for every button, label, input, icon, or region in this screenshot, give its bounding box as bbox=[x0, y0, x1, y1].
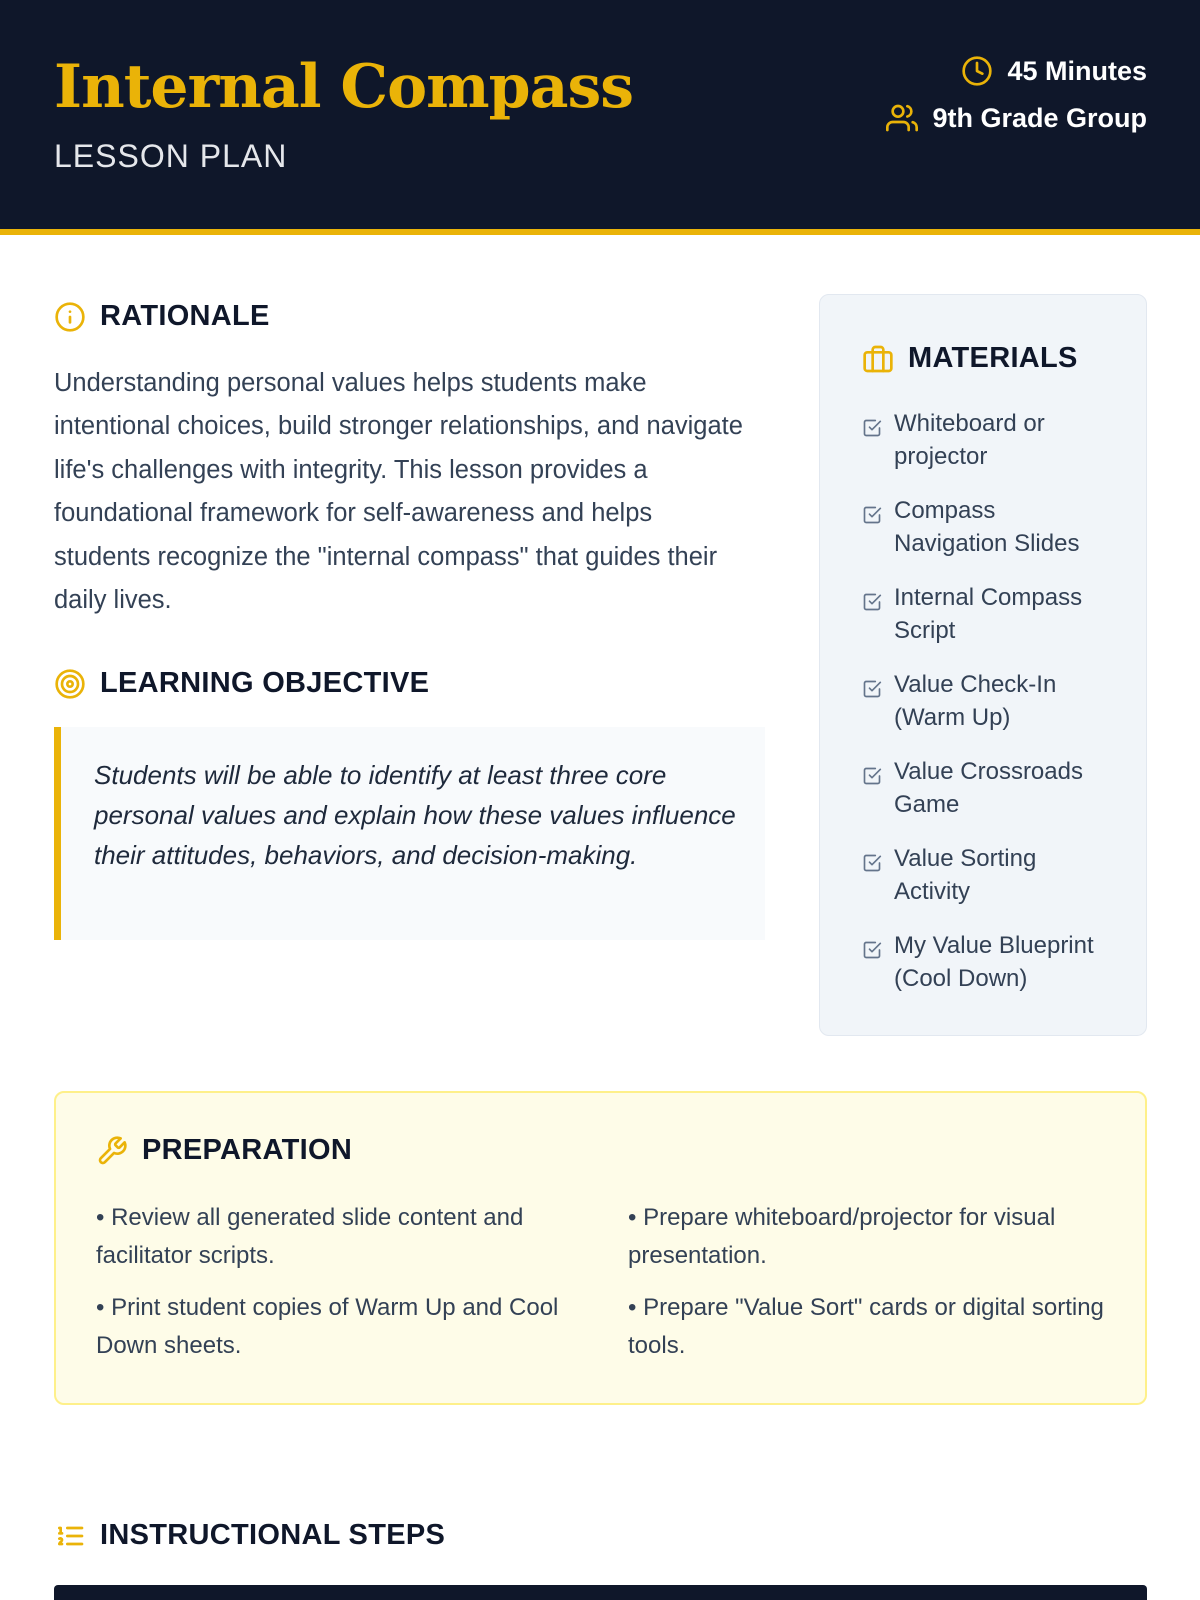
check-square-icon bbox=[862, 849, 882, 869]
objective-heading-text: LEARNING OBJECTIVE bbox=[100, 667, 430, 699]
group-meta bbox=[886, 102, 1147, 134]
list-item: • Prepare "Value Sort" cards or digital sorting tools. bbox=[628, 1294, 1104, 1359]
duration-text: 45 Minutes bbox=[1007, 55, 1147, 86]
list-item bbox=[862, 494, 1112, 560]
materials-card bbox=[819, 294, 1147, 1036]
steps-table-header bbox=[54, 1585, 1147, 1600]
clock-icon bbox=[961, 55, 993, 87]
material-label: Compass Navigation Slides bbox=[894, 497, 1080, 557]
check-square-icon bbox=[862, 588, 882, 608]
rationale-heading-text: RATIONALE bbox=[100, 300, 270, 332]
list-item bbox=[862, 407, 1112, 473]
check-square-icon bbox=[862, 675, 882, 695]
steps-heading-text: INSTRUCTIONAL STEPS bbox=[100, 1519, 446, 1551]
list-item bbox=[862, 929, 1112, 995]
list-item bbox=[862, 581, 1112, 647]
preparation-card bbox=[54, 1091, 1147, 1405]
material-label: Internal Compass Script bbox=[894, 584, 1083, 644]
materials-list bbox=[862, 407, 1112, 1016]
list-item bbox=[862, 842, 1112, 908]
material-label: Value Check-In (Warm Up) bbox=[894, 671, 1057, 731]
header-banner bbox=[0, 0, 1200, 235]
objective-callout bbox=[54, 727, 765, 940]
rationale-text: Understanding personal values helps students make intentional choices, build stronger relationships, and navigate life's challenges with integrity. This lesson provides a foundational framework for self-awareness and helps students recognize the "internal compass" that guides their daily lives. bbox=[54, 369, 743, 615]
wrench-icon bbox=[96, 1135, 128, 1167]
duration-meta bbox=[961, 55, 1147, 87]
users-icon bbox=[886, 102, 918, 134]
objective-heading bbox=[54, 667, 429, 700]
numbered-list-icon bbox=[54, 1520, 86, 1552]
check-square-icon bbox=[862, 414, 882, 434]
list-item bbox=[862, 668, 1112, 734]
target-icon bbox=[54, 668, 86, 700]
material-label: Value Crossroads Game bbox=[894, 758, 1083, 818]
materials-heading-text: MATERIALS bbox=[908, 342, 1078, 374]
objective-text: Students will be able to identify at least three core personal values and explain how these values influence their attitudes, behaviors, and decision-making. bbox=[94, 760, 736, 870]
steps-heading bbox=[54, 1519, 445, 1552]
material-label: Whiteboard or projector bbox=[894, 410, 1045, 470]
preparation-heading-text: PREPARATION bbox=[142, 1134, 353, 1166]
info-icon bbox=[54, 301, 86, 333]
page-title: Internal Compass bbox=[54, 52, 634, 122]
check-square-icon bbox=[862, 501, 882, 521]
preparation-list bbox=[96, 1199, 1106, 1365]
materials-heading bbox=[862, 342, 1078, 375]
material-label: My Value Blueprint (Cool Down) bbox=[894, 932, 1094, 992]
check-square-icon bbox=[862, 762, 882, 782]
preparation-heading bbox=[96, 1134, 352, 1167]
check-square-icon bbox=[862, 936, 882, 956]
rationale-heading bbox=[54, 300, 270, 333]
material-label: Value Sorting Activity bbox=[894, 845, 1037, 905]
list-item bbox=[862, 755, 1112, 821]
list-item: • Prepare whiteboard/projector for visual presentation. bbox=[628, 1204, 1056, 1269]
group-text: 9th Grade Group bbox=[932, 102, 1147, 133]
briefcase-icon bbox=[862, 343, 894, 375]
page-subtitle: LESSON PLAN bbox=[54, 138, 288, 174]
list-item: • Print student copies of Warm Up and Cool Down sheets. bbox=[96, 1294, 559, 1359]
list-item: • Review all generated slide content and facilitator scripts. bbox=[96, 1204, 524, 1269]
